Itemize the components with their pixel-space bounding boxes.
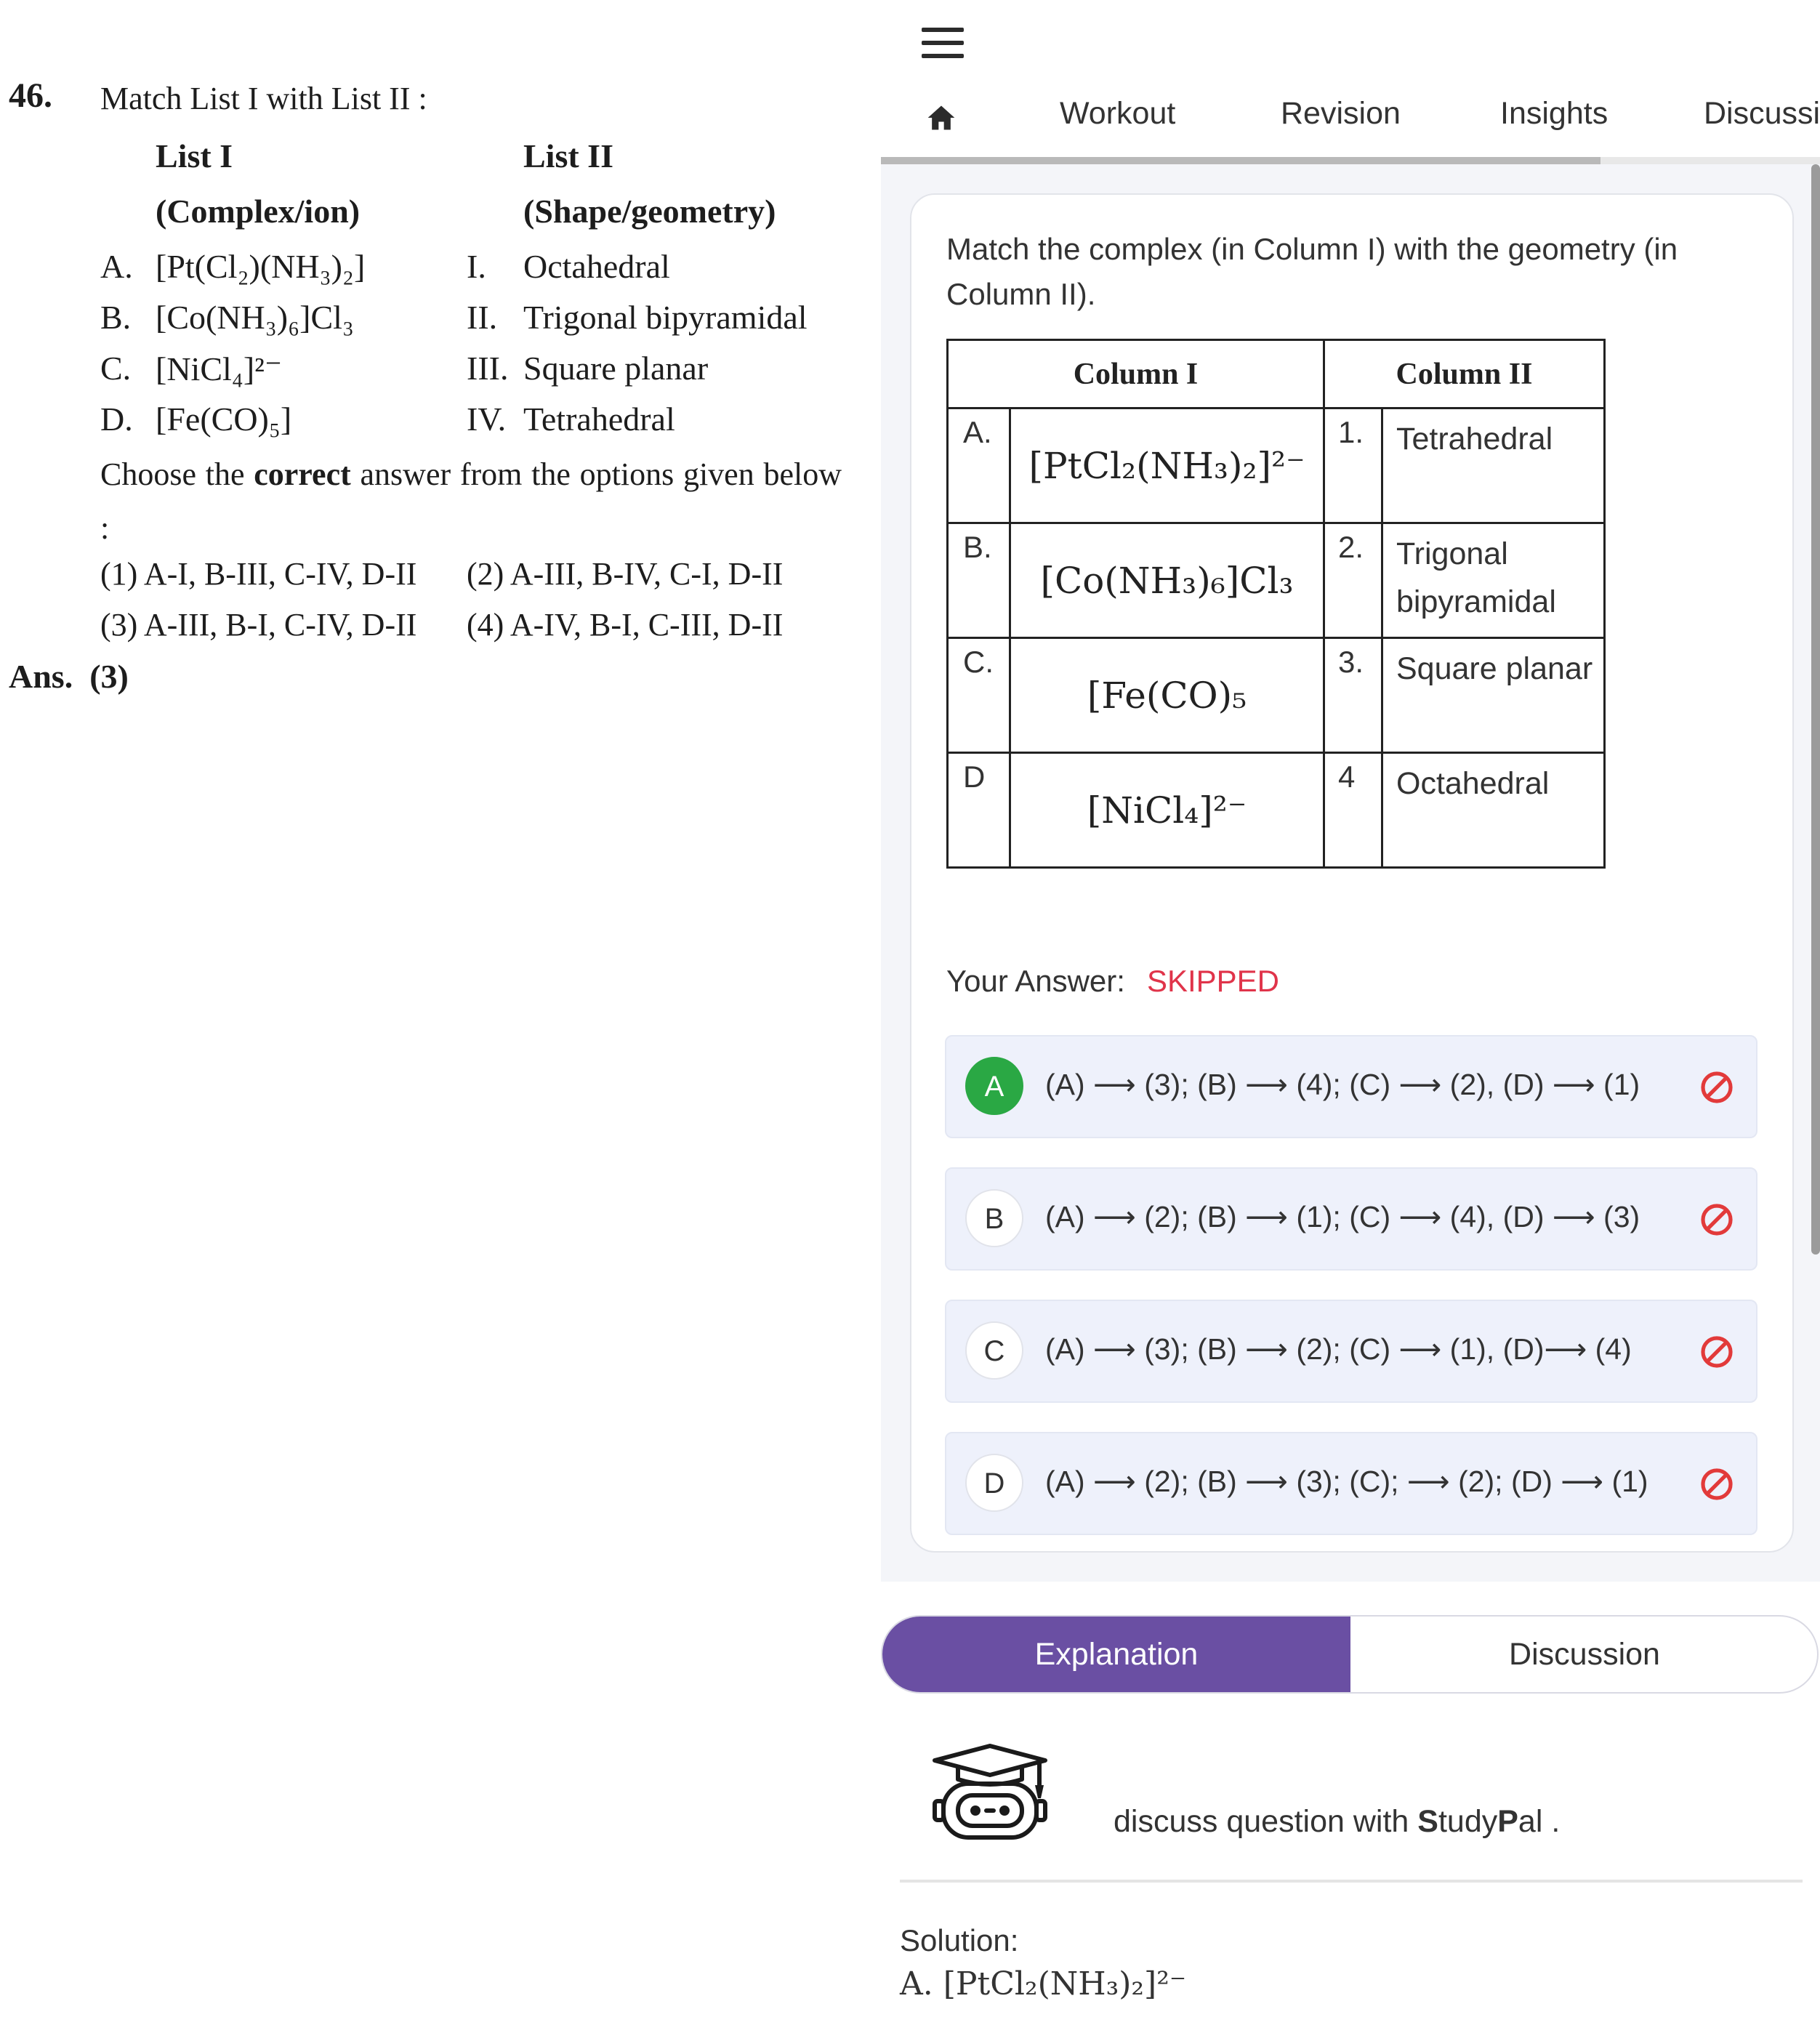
list2-subheader: (Shape/geometry)	[523, 193, 776, 230]
tab-workout[interactable]: Workout	[1060, 96, 1176, 131]
tab-insights[interactable]: Insights	[1500, 96, 1608, 131]
row-formula: [Fe(CO)₅	[1010, 638, 1324, 753]
list2-roman: II.	[467, 299, 498, 336]
divider	[900, 1880, 1803, 1883]
row-formula: [Co(NH₃)₆]Cl₃	[1010, 523, 1324, 638]
option-d[interactable]	[945, 1432, 1757, 1535]
row-number: 2.	[1324, 523, 1382, 638]
option-letter: C	[965, 1321, 1023, 1380]
list1-complex: [NiCl₄]²⁻	[156, 350, 283, 387]
row-geometry: Trigonal bipyramidal	[1382, 523, 1605, 638]
list1-label: A.	[100, 248, 133, 285]
not-attempted-icon	[1699, 1334, 1734, 1369]
printed-option: (3) A-III, B-I, C-IV, D-II	[100, 607, 417, 643]
column-1-header: Column I	[948, 340, 1324, 408]
answer-status: SKIPPED	[1146, 964, 1280, 998]
tab-discussion-panel[interactable]: Discussion	[1509, 1637, 1660, 1672]
row-formula: [NiCl₄]²⁻	[1010, 753, 1324, 868]
solution-label: Solution:	[900, 1923, 1019, 1957]
tab-indicator	[881, 157, 1820, 164]
studypal-robot-icon	[925, 1742, 1055, 1843]
list1-label: B.	[100, 299, 132, 336]
not-attempted-icon	[1699, 1202, 1734, 1237]
list1-label: C.	[100, 350, 132, 387]
row-geometry: Square planar	[1382, 638, 1605, 753]
option-text: (A) ⟶ (2); (B) ⟶ (3); (C); ⟶ (2); (D) ⟶ (1)	[1045, 1465, 1648, 1498]
option-text: (A) ⟶ (2); (B) ⟶ (1); (C) ⟶ (4), (D) ⟶ (3)	[1045, 1200, 1640, 1233]
row-number: 3.	[1324, 638, 1382, 753]
option-letter: D	[965, 1454, 1023, 1512]
list1-label: D.	[100, 400, 133, 438]
row-number: 4	[1324, 753, 1382, 868]
studypal-link[interactable]	[925, 1742, 1797, 1851]
option-c[interactable]	[945, 1300, 1757, 1403]
hamburger-menu-icon[interactable]	[922, 28, 964, 60]
instruction-text: Choose the correct answer from the options given below :	[100, 456, 842, 546]
list1-complex: [Co(NH₃)₆]Cl₃	[156, 299, 354, 336]
list2-shape: Square planar	[523, 350, 709, 387]
not-attempted-icon	[1699, 1467, 1734, 1502]
row-formula: [PtCl₂(NH₃)₂]²⁻	[1010, 408, 1324, 523]
app-screen	[881, 0, 1820, 2033]
printed-option: (4) A-IV, B-I, C-III, D-II	[467, 607, 784, 643]
list1-header: List I	[156, 137, 233, 174]
column-2-header: Column II	[1324, 340, 1605, 408]
studypal-text: discuss question with StudyPal .	[1114, 1804, 1561, 1839]
printed-option: (1) A-I, B-III, C-IV, D-II	[100, 556, 417, 592]
list1-complex: [Fe(CO)₅]	[156, 400, 292, 438]
explanation-discussion-tabs	[881, 1615, 1819, 1694]
row-geometry: Octahedral	[1382, 753, 1605, 868]
row-label: B.	[948, 523, 1010, 638]
solution-line: A. [PtCl₂(NH₃)₂]²⁻	[900, 1965, 1187, 2002]
not-attempted-icon	[1699, 1070, 1734, 1105]
tab-explanation[interactable]: Explanation	[882, 1617, 1350, 1692]
list2-shape: Trigonal bipyramidal	[523, 299, 808, 336]
list2-header: List II	[523, 137, 613, 174]
list2-roman: III.	[467, 350, 509, 387]
printed-question-panel	[0, 0, 872, 727]
home-icon[interactable]	[925, 102, 958, 134]
option-b[interactable]	[945, 1167, 1757, 1271]
row-geometry: Tetrahedral	[1382, 408, 1605, 523]
question-text: Match the complex (in Column I) with the geometry (in Column II).	[946, 232, 1678, 311]
your-answer: Your Answer: SKIPPED	[946, 964, 1280, 998]
option-letter: B	[965, 1189, 1023, 1247]
list1-subheader: (Complex/ion)	[156, 193, 361, 230]
option-letter: A	[965, 1057, 1023, 1115]
tab-revision[interactable]: Revision	[1281, 96, 1401, 131]
list1-complex: [Pt(Cl₂)(NH₃)₂]	[156, 248, 366, 285]
list2-roman: IV.	[467, 400, 507, 438]
match-table	[946, 339, 1606, 869]
list2-shape: Octahedral	[523, 248, 670, 285]
list2-shape: Tetrahedral	[523, 400, 675, 438]
question-number: 46.	[9, 76, 52, 115]
row-number: 1.	[1324, 408, 1382, 523]
option-text: (A) ⟶ (3); (B) ⟶ (2); (C) ⟶ (1), (D)⟶ (4)	[1045, 1332, 1632, 1366]
scrollbar[interactable]	[1811, 164, 1820, 1255]
list2-roman: I.	[467, 248, 486, 285]
question-prompt: Match List I with List II :	[100, 81, 427, 116]
printed-option: (2) A-III, B-IV, C-I, D-II	[467, 556, 784, 592]
row-label: C.	[948, 638, 1010, 753]
option-a[interactable]	[945, 1035, 1757, 1138]
row-label: D	[948, 753, 1010, 868]
tab-discussion[interactable]: Discussi	[1704, 96, 1820, 131]
answer-line: Ans. (3)	[9, 658, 129, 695]
option-text: (A) ⟶ (3); (B) ⟶ (4); (C) ⟶ (2), (D) ⟶ (1)	[1045, 1068, 1640, 1101]
row-label: A.	[948, 408, 1010, 523]
